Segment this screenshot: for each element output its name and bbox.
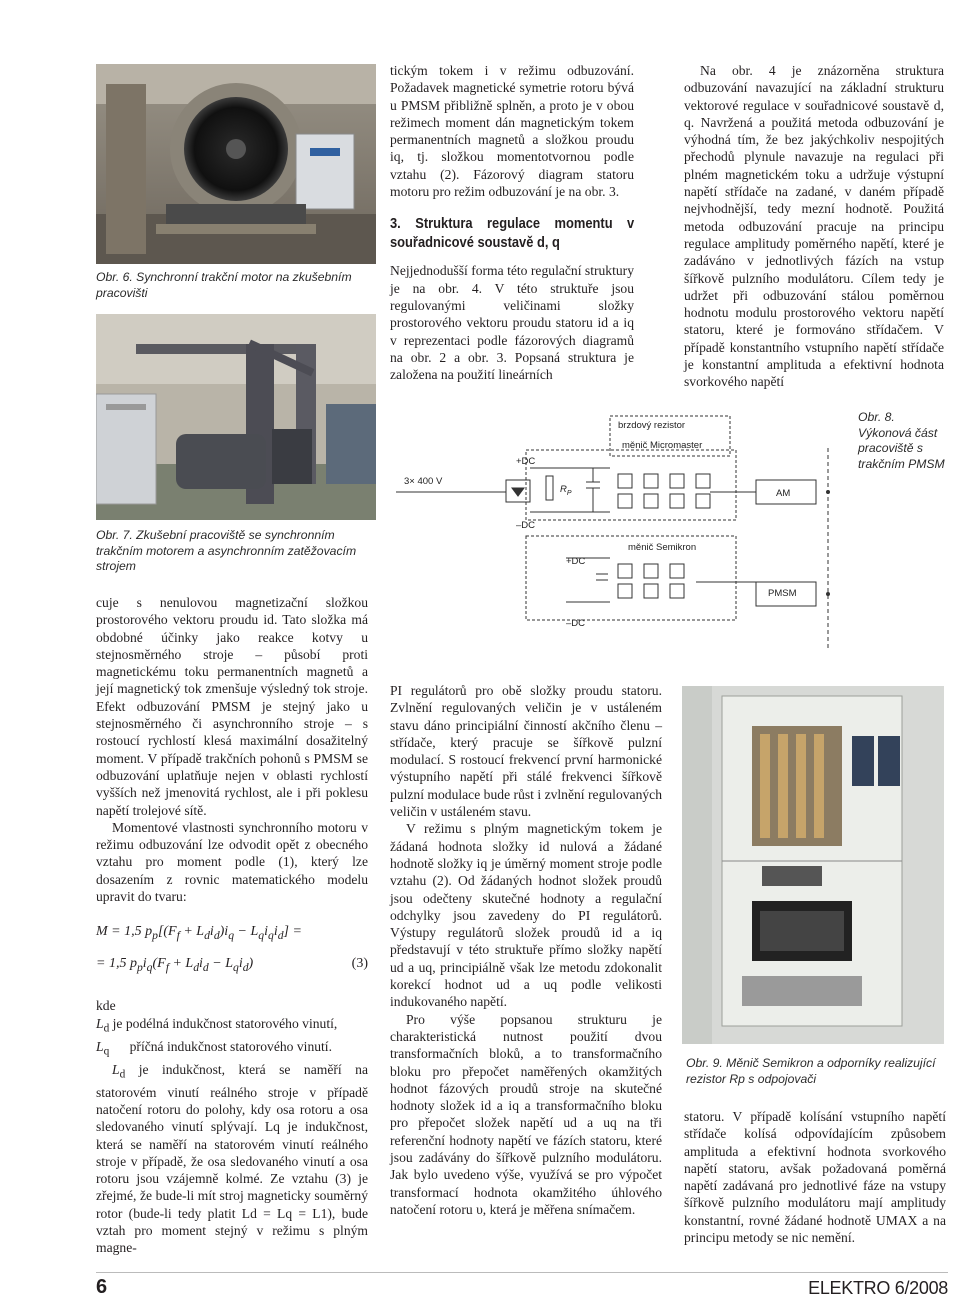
definition-ld: $L_d$ je podélná indukčnost statorového vinutí, bbox=[96, 1015, 338, 1035]
kde-label: kde bbox=[96, 998, 116, 1014]
motor-photo-image bbox=[96, 64, 376, 264]
fig7-caption: Obr. 7. Zkušební pracoviště se synchronním trakčním motorem a asynchronním zatěžovacím strojem bbox=[96, 528, 357, 573]
paragraph: cuje s nenulovou magnetizační složkou prostorového vektoru proudu id. Tato složka má obdobné účinky jako reakce kotvy u stejnosměrného stroje – působí proti magnetickému toku permanentních magnetů a její magnetický tok zmenšuje výsledný tok stroje. Efekt odbuzování PMSM je stejný jako u stejnosměrného či asynchronního stroje – s rostoucí rychlostí klesá maximální dosažitelný moment. V případě trakčních pohonů s PMSM se odbuzování uplatňuje nejen v oblasti rychlostí vyšších než jmenovitá rychlost, ale i při poklesu napětí trolejové sítě. bbox=[96, 595, 368, 818]
fig9-caption: Obr. 9. Měnič Semikron a odporníky realizující rezistor Rp s odpojovači bbox=[686, 1056, 936, 1086]
paragraph: Pro výše popsanou strukturu je charakteristická nutnost použití dvou transformačních bloků, a to transformačního bloku pro přepočet naměřených okamžitých hodnot fázových proudů stroje na skutečné hodnoty složek id a iq a transformačního bloku pro přepočet složek napětí ud a uq na tři referenční hodnoty napětí ve fázích statoru, které jsou zadávány do šířkově pulzního modulátoru. Jak bylo uvedeno výše, využívá se pro výpočet transformací hodnota okamžitého úhlového natočení rotoru υ, která je měřena snímačem. bbox=[390, 1011, 662, 1217]
paragraph: Momentové vlastnosti synchronního motoru v režimu odbuzování lze odvodit opět z obecného vztahu pro moment podle (1), který lze dosazením z rovnic matematického modelu upravit do tvaru: bbox=[96, 819, 368, 905]
label-rp bbox=[560, 484, 572, 497]
equation-3 bbox=[96, 919, 368, 987]
label-supply: 3× 400 V bbox=[404, 476, 443, 487]
label-minus-dc-1: –DC bbox=[516, 520, 536, 531]
paragraph: tickým tokem i v režimu odbuzování. Požadavek magnetické symetrie rotoru bývá u PMSM přibližně splněn, a proto je v obou režimech moment dán magnetickým tokem permanentních magnetů a složkou proudu iq, tj. složkou momentotvornou podle vztahu (2). Fázorový diagram statoru motoru pro režim odbuzování je na obr. 3. bbox=[390, 63, 634, 200]
equation-line-2: = 1,5 $p_pi_q(F_f + L_di_d - L_qi_d)$ bbox=[96, 956, 254, 975]
paragraph: Na obr. 4 je znázorněna struktura odbuzování navazující na základní strukturu vektorové regulace v souřadnicové soustavě d, q. Navržená a použitá metoda odbuzování je výhodná tím, že bez jakýchkoliv nespojitých přechodů plynule navazuje na regulaci při plném magnetickém toku a udržuje výstupní napětí střídače na zadané, v daném případě nejvhodnější, tedy mezní hodnotě. Použitá metoda odbuzování pracuje na principu regulace amplitudy poměrného napětí, které je zadáváno v jednotlivých fázích na vstup šířkově pulzního modulátoru. Cílem tedy je udržet při odbuzování stálou poměrnou hodnotu modulu prostorového vektoru napětí statoru, které je formováno střídačem. V případě konstantního vstupního napětí střídače je konstantní amplituda a efektivní hodnota svorkového napětí bbox=[684, 63, 944, 390]
paragraph-text: je indukčnost, která se naměří na statorovém vinutí reálného stroje v případě natočení rotoru do polohy, kdy osa rotoru a osa sledovaného vinutí splývají. Lq je indukčnost, která se naměří na statorovém vinutí reálného stroje v případě, že osa sledovaného vinutí a osa rotoru jsou vzájemně kolmé. Ze vztahu (3) je zřejmé, že bude-li mít stroj magneticky souměrný rotor (bude-li tedy platit Ld = Lq = L1), bude vztah pro moment stejný v režimu s plným magne- bbox=[96, 1061, 368, 1256]
fig6-photo bbox=[96, 64, 376, 264]
fig7-photo bbox=[96, 314, 376, 520]
test-bench-photo-image bbox=[96, 314, 376, 520]
footer-rule bbox=[96, 1272, 948, 1273]
paragraph: $L_d$ je indukčnost, která se naměří na statorovém vinutí reálného stroje v případě natočení rotoru do polohy, kdy osa rotoru a osa sledovaného vinutí splývají. Lq je indukčnost, která se naměří na statorovém vinutí reálného stroje v případě, že osa sledovaného vinutí a osa rotoru jsou vzájemně kolmé. Ze vztahu (3) je zřejmé, že bude-li mít stroj magneticky souměrný rotor (bude-li tedy platit Ld = Lq = L1), bude vztah pro moment stejný v režimu s plným magne- bbox=[96, 1061, 368, 1256]
label-plus-dc-1: +DC bbox=[516, 456, 536, 467]
label-plus-dc-2: +DC bbox=[566, 556, 586, 567]
label-micromaster: měnič Micromaster bbox=[622, 440, 703, 451]
col-left-bottom bbox=[96, 594, 368, 1257]
definition-lq-text: příčná indukčnost statorového vinutí. bbox=[129, 1038, 332, 1054]
col-right-bottom bbox=[684, 1108, 946, 1246]
label-am: AM bbox=[776, 488, 791, 499]
paragraph: PI regulátorů pro obě složky proudu statoru. Zvlnění regulovaných veličin je v ustáleném stavu dáno principiální činností akčního členu – střídače, který pracuje se šířkově pulzní modulací. S rostoucí frekvencí první harmonické výstupního napětí při stálé frekvenci šířkově pulzní modulace bude růst i zvlnění regulovaných veličin v ustáleném stavu. bbox=[390, 683, 662, 820]
cabinet-photo-image bbox=[682, 686, 944, 1044]
col-mid-top bbox=[390, 62, 634, 383]
label-rp-main: R bbox=[560, 484, 567, 495]
label-pmsm: PMSM bbox=[768, 588, 797, 599]
equation-line-1: M = 1,5 $p_p[(F_f + L_di_d)i_q - L_qi_qi_d]$ = bbox=[96, 924, 302, 943]
label-semikron: měnič Semikron bbox=[628, 542, 697, 553]
label-rp-sub: P bbox=[566, 489, 572, 497]
section-heading-text: 3. Struktura regulace momentu v souřadnicové soustavě d, q bbox=[390, 215, 635, 252]
page-number: 6 bbox=[96, 1276, 108, 1298]
fig8-caption: Obr. 8. Výkonová část pracoviště s trakčním PMSM bbox=[858, 410, 945, 471]
definition-ld-text: je podélná indukčnost statorového vinutí, bbox=[112, 1015, 338, 1031]
magazine-title: ELEKTRO 6/2008 bbox=[808, 1278, 948, 1298]
col-mid-bottom bbox=[390, 682, 662, 1218]
paragraph: V režimu s plným magnetickým tokem je žádaná hodnota složky id nulová a žádané hodnotě složky iq je úměrný moment stroje podle vztahu (2). Od žádaných hodnot složek proudů jsou odečteny skutečné hodnoty a regulační odchylky jsou zavedeny do PI regulátorů. Výstupy regulátorů složek proudů id a iq představují v této struktuře přímo složky napětí ud a uq, principiálně však lze metodu zdokonalit korekcí hodnot ud a uq podle velikosti indukovaného napětí. bbox=[390, 821, 662, 1010]
equation-number: (3) bbox=[351, 956, 368, 972]
label-brake-resistor: brzdový rezistor bbox=[618, 420, 686, 431]
definition-lq: $L_q$ příčná indukčnost statorového vinutí. bbox=[96, 1038, 332, 1058]
paragraph: statoru. V případě kolísání vstupního napětí střídače kolísá odpovídajícím způsobem amplituda a efektivní hodnota svorkového napětí statoru, avšak požadovaná poměrná napětí zadávaná pro jednotlivé fáze na vstupy šířkově pulzního modulátoru mají amplitudy konstantní, rovné žádané hodnotě UMAX a na principu metody se nic nemění. bbox=[684, 1109, 946, 1246]
col-right-top bbox=[684, 62, 944, 391]
label-minus-dc-2: –DC bbox=[566, 618, 586, 629]
fig9-photo bbox=[682, 686, 944, 1044]
section-heading bbox=[390, 214, 634, 252]
paragraph: Nejjednodušší forma této regulační struktury je na obr. 4. V této struktuře jsou regulovanými veličinami složky prostorového vektoru proudu statoru id a iq v reprezentaci podle fázorových diagramů na obr. 2 a obr. 3. Popsaná struktura je založena na použití lineárních bbox=[390, 263, 634, 383]
fig6-caption: Obr. 6. Synchronní trakční motor na zkušebním pracovišti bbox=[96, 270, 352, 300]
fig8-diagram bbox=[396, 408, 848, 658]
